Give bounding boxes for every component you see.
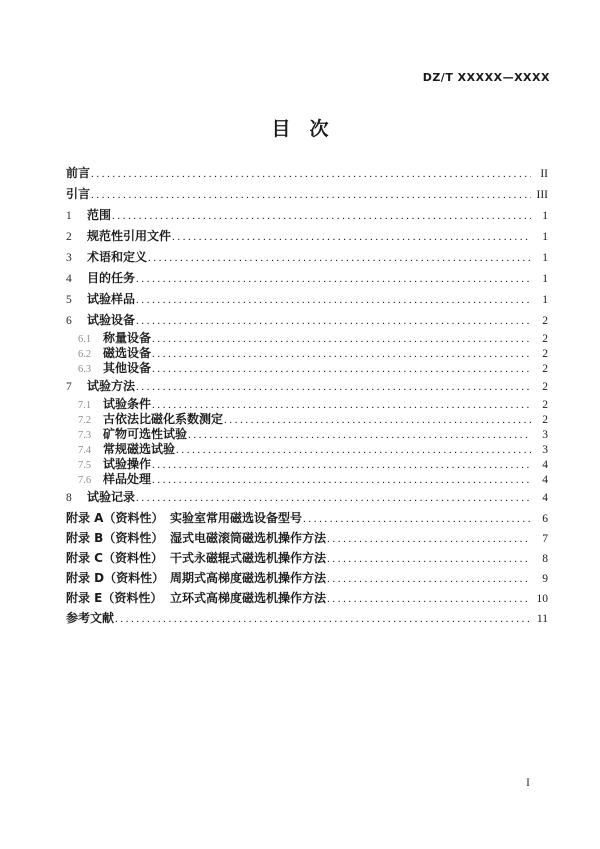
toc-entry	[66, 457, 548, 472]
toc-entry-title: 试验记录	[87, 490, 136, 504]
toc-entry	[66, 528, 548, 548]
toc-appendix-label: 附录 B（资料性）	[66, 531, 164, 545]
toc-entry-title: 矿物可选性试验	[103, 427, 188, 441]
toc-entry-title: 目的任务	[87, 271, 136, 285]
toc-entry-title: 试验方法	[87, 379, 136, 393]
toc-entry-number: 6.1	[78, 334, 92, 345]
toc-entry-number: 7.5	[78, 460, 92, 471]
toc-entry-page: 2	[542, 333, 548, 345]
toc-entry-title: 试验条件	[103, 397, 152, 411]
toc-entry-page: 2	[542, 414, 548, 426]
toc-entry-number: 3	[66, 252, 72, 264]
toc-entry-title: 试验样品	[87, 292, 136, 306]
toc-entry-title: 前言	[66, 166, 91, 180]
toc-leader-dots	[152, 347, 531, 362]
toc-leader-dots	[136, 377, 531, 398]
toc-entry-number: 7.2	[78, 415, 92, 426]
toc-leader-dots	[152, 332, 531, 347]
toc-entry	[66, 588, 548, 608]
toc-entry-page: 4	[542, 492, 548, 504]
toc-entry-title: 试验设备	[87, 313, 136, 327]
toc-entry-title: 立环式高梯度磁选机操作方法	[170, 591, 327, 605]
toc-leader-dots	[152, 362, 531, 377]
toc-leader-dots	[152, 398, 531, 413]
toc-entry	[66, 163, 548, 184]
toc-entry-page: 1	[542, 252, 548, 264]
toc-entry-page: 9	[542, 573, 548, 585]
toc-entry	[66, 376, 548, 397]
toc-entry-number: 7.1	[78, 400, 92, 411]
toc-entry	[66, 472, 548, 487]
toc-entry-number: 6.2	[78, 349, 92, 360]
toc-entry-number: 6	[66, 315, 72, 327]
toc-entry-page: 11	[536, 613, 548, 625]
toc-leader-dots	[327, 549, 531, 569]
toc-entry-page: 2	[542, 399, 548, 411]
toc-leader-dots	[112, 206, 531, 227]
toc-entry-title: 引言	[66, 187, 91, 201]
toc-leader-dots	[303, 509, 531, 529]
toc-entry-number: 7.6	[78, 475, 92, 486]
toc-entry-title: 范围	[87, 208, 112, 222]
toc-entry-page: 1	[542, 294, 548, 306]
toc-entry-number: 4	[66, 273, 72, 285]
toc-entry	[66, 427, 548, 442]
toc-entry-page: III	[536, 189, 548, 201]
toc-leader-dots	[327, 569, 531, 589]
toc-leader-dots	[136, 311, 531, 332]
toc-entry	[66, 346, 548, 361]
toc-entry-title: 规范性引用文件	[87, 229, 172, 243]
toc-leader-dots	[152, 473, 531, 488]
toc-entry-number: 2	[66, 231, 72, 243]
toc-leader-dots	[224, 413, 531, 428]
toc-entry	[66, 247, 548, 268]
toc-entry	[66, 289, 548, 310]
toc-entry-page: II	[540, 168, 548, 180]
page-title: 目 次	[271, 118, 329, 140]
toc-leader-dots	[152, 458, 531, 473]
toc-entry-title: 术语和定义	[87, 250, 148, 264]
toc-entry-page: 3	[542, 444, 548, 456]
toc-entry-page: 2	[542, 315, 548, 327]
toc-entry	[66, 310, 548, 331]
toc-appendix-label: 附录 D（资料性）	[66, 571, 165, 585]
toc-entry-page: 6	[542, 513, 548, 525]
toc-entry-page: 2	[542, 381, 548, 393]
toc-entry-title: 称量设备	[103, 331, 152, 345]
toc-entry-page: 1	[542, 273, 548, 285]
toc-appendix-label: 附录 C（资料性）	[66, 551, 163, 565]
toc-entry	[66, 508, 548, 528]
toc-entry	[66, 442, 548, 457]
toc-entry-title: 样品处理	[103, 472, 152, 486]
toc-entry-page: 1	[542, 210, 548, 222]
toc-leader-dots	[172, 227, 531, 248]
toc-entry-number: 7.4	[78, 445, 92, 456]
toc-entry	[66, 268, 548, 289]
toc-entry-number: 6.3	[78, 364, 92, 375]
toc-entry-number: 1	[66, 210, 72, 222]
toc-entry	[66, 608, 548, 629]
toc-leader-dots	[136, 269, 531, 290]
toc-entry-page: 4	[542, 474, 548, 486]
toc-leader-dots	[91, 185, 531, 206]
toc-entry	[66, 412, 548, 427]
toc-leader-dots	[188, 428, 531, 443]
toc-leader-dots	[148, 248, 531, 269]
toc-entry-page: 4	[542, 459, 548, 471]
toc-entry-title: 古依法比磁化系数测定	[103, 412, 224, 426]
table-of-contents	[66, 163, 548, 629]
toc-entry-title: 其他设备	[103, 361, 152, 375]
toc-entry-title: 周期式高梯度磁选机操作方法	[170, 571, 327, 585]
toc-entry-number: 8	[66, 492, 72, 504]
toc-leader-dots	[115, 609, 531, 630]
footer-page-number: I	[526, 775, 530, 789]
toc-entry-page: 10	[536, 593, 548, 605]
toc-entry-page: 8	[542, 553, 548, 565]
toc-entry	[66, 568, 548, 588]
toc-entry	[66, 361, 548, 376]
toc-entry-title: 实验室常用磁选设备型号	[170, 511, 303, 525]
toc-entry-page: 1	[542, 231, 548, 243]
toc-leader-dots	[176, 443, 531, 458]
toc-leader-dots	[136, 488, 531, 509]
toc-leader-dots	[327, 529, 531, 549]
toc-appendix-label: 附录 A（资料性）	[66, 511, 164, 525]
toc-entry	[66, 487, 548, 508]
toc-entry	[66, 205, 548, 226]
toc-entry-title: 参考文献	[66, 611, 115, 625]
toc-entry-title: 试验操作	[103, 457, 152, 471]
standard-code: DZ/T XXXXX—XXXX	[422, 71, 550, 84]
toc-entry-number: 7.3	[78, 430, 92, 441]
toc-entry	[66, 331, 548, 346]
toc-leader-dots	[136, 290, 531, 311]
toc-entry-title: 常规磁选试验	[103, 442, 176, 456]
toc-entry-title: 湿式电磁滚筒磁选机操作方法	[170, 531, 327, 545]
toc-entry-page: 3	[542, 429, 548, 441]
toc-entry-number: 7	[66, 381, 72, 393]
toc-entry-page: 7	[542, 533, 548, 545]
toc-entry-title: 干式永磁辊式磁选机操作方法	[170, 551, 327, 565]
toc-entry	[66, 548, 548, 568]
toc-entry	[66, 226, 548, 247]
toc-entry	[66, 184, 548, 205]
toc-entry-title: 磁选设备	[103, 346, 152, 360]
toc-entry-number: 5	[66, 294, 72, 306]
toc-entry-page: 2	[542, 348, 548, 360]
toc-leader-dots	[327, 589, 531, 609]
toc-appendix-label: 附录 E（资料性）	[66, 591, 163, 605]
toc-entry-page: 2	[542, 363, 548, 375]
toc-leader-dots	[91, 164, 531, 185]
toc-entry	[66, 397, 548, 412]
